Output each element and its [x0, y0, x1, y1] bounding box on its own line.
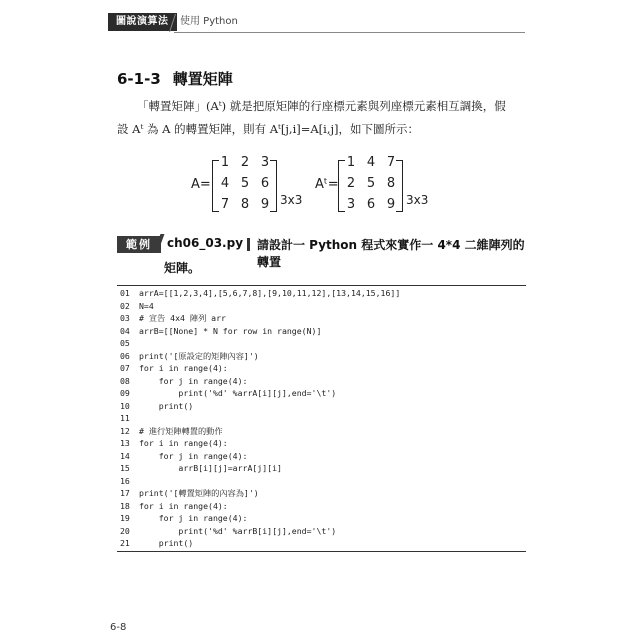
line-number: 05: [120, 338, 130, 348]
line-number: 17: [120, 488, 130, 498]
example-separator: [247, 238, 250, 251]
code-line: [120, 538, 193, 550]
line-number: 06: [120, 350, 130, 361]
matrix-at-label: Aᵗ=: [315, 177, 339, 192]
line-number: 10: [120, 400, 130, 411]
a-cell: 9: [260, 197, 270, 212]
at-cell: 2: [346, 176, 356, 191]
code-text: print('[原設定的矩陣內容]'): [139, 350, 259, 361]
code-line: [120, 401, 193, 413]
example-description-continued: 矩陣。: [164, 261, 201, 275]
matrix-a-dimension: 3x3: [280, 193, 303, 207]
line-number: 19: [120, 513, 130, 523]
at-cell: 1: [346, 155, 356, 170]
line-number: 18: [120, 500, 130, 511]
line-number: 02: [120, 300, 130, 311]
line-number: 08: [120, 375, 130, 386]
line-number: 12: [120, 425, 130, 436]
code-line: [120, 438, 228, 450]
code-text: for j in range(4):: [139, 513, 248, 523]
code-line: [120, 338, 139, 350]
line-number: 16: [120, 475, 130, 486]
code-text: for i in range(4):: [139, 438, 228, 448]
line-number: 04: [120, 325, 130, 336]
code-text: N=4: [139, 300, 154, 311]
code-text: print(): [139, 538, 194, 548]
matrix-a-label: A=: [191, 177, 211, 192]
code-line: [120, 413, 139, 425]
at-cell: 8: [386, 176, 396, 191]
code-line: [120, 501, 228, 513]
code-line: [120, 526, 336, 538]
line-number: 07: [120, 363, 130, 373]
code-line: [120, 426, 223, 438]
a-cell: 8: [240, 197, 250, 212]
line-number: 15: [120, 463, 130, 473]
book-title-tab: 圖說演算法: [108, 13, 177, 31]
at-cell: 9: [386, 197, 396, 212]
line-number: 09: [120, 388, 130, 398]
book-subtitle: 使用 Python: [180, 16, 238, 27]
a-cell: 5: [240, 176, 250, 191]
a-cell: 4: [220, 176, 230, 191]
code-text: arrA=[[1,2,3,4],[5,6,7,8],[9,10,11,12],[13,14,15,16]]: [139, 288, 401, 298]
section-number: 6-1-3: [117, 70, 161, 88]
section-heading: [117, 68, 233, 89]
code-line: [120, 388, 336, 400]
matrix-at-dimension: 3x3: [406, 193, 429, 207]
line-number: 20: [120, 525, 130, 536]
line-number: 11: [120, 413, 130, 423]
code-line: [120, 476, 139, 488]
code-line: [120, 326, 321, 338]
code-text: print('%d' %arrA[i][j],end='\t'): [139, 388, 337, 398]
at-cell: 5: [366, 176, 376, 191]
page-number: 6-8: [110, 622, 127, 633]
code-text: # 進行矩陣轉置的動作: [139, 425, 223, 436]
example-heading: [117, 234, 526, 274]
code-line: [120, 363, 228, 375]
a-cell: 3: [260, 155, 270, 170]
a-cell: 7: [220, 197, 230, 212]
at-cell: 4: [366, 155, 376, 170]
example-badge: 範例: [117, 236, 161, 253]
code-line: [120, 376, 247, 388]
a-cell: 6: [260, 176, 270, 191]
code-line: [120, 288, 400, 300]
section-title: 轉置矩陣: [172, 70, 233, 88]
code-line: [120, 488, 259, 500]
code-text: print('[轉置矩陣的內容為]'): [139, 488, 259, 498]
line-number: 03: [120, 313, 130, 323]
line-number: 21: [120, 538, 130, 548]
line-number: 01: [120, 288, 130, 298]
matrix-figure: [0, 150, 640, 220]
code-line: [120, 463, 282, 475]
code-text: arrB=[[None] * N for row in range(N)]: [139, 325, 322, 336]
a-cell: 2: [240, 155, 250, 170]
example-description: 請設計一 Python 程式來實作一 4*4 二維陣列的轉置: [257, 238, 525, 269]
line-number: 13: [120, 438, 130, 448]
paragraph-line-2: 設 Aᵗ 為 A 的轉置矩陣，則有 Aᵗ[j,i]=A[i,j]，如下圖所示：: [117, 122, 420, 136]
example-filename: ch06_03.py: [167, 236, 244, 250]
code-listing: [117, 285, 526, 552]
code-line: [120, 451, 247, 463]
code-line: [120, 313, 226, 325]
running-header: [108, 13, 525, 33]
header-rule: [174, 32, 525, 33]
at-cell: 6: [366, 197, 376, 212]
code-text: print('%d' %arrB[i][j],end='\t'): [139, 525, 337, 536]
code-text: # 宣告 4x4 陣列 arr: [139, 313, 226, 323]
code-text: for i in range(4):: [139, 363, 228, 373]
code-text: for j in range(4):: [139, 450, 248, 461]
code-line: [120, 301, 154, 313]
paragraph-line-1: 「轉置矩陣」(Aᵗ) 就是把原矩陣的行座標元素與列座標元素相互調換，假: [137, 99, 506, 113]
code-line: [120, 513, 247, 525]
code-text: for i in range(4):: [139, 500, 228, 511]
code-text: arrB[i][j]=arrA[j][i]: [139, 463, 282, 473]
line-number: 14: [120, 450, 130, 461]
code-text: print(): [139, 400, 194, 411]
at-cell: 3: [346, 197, 356, 212]
code-text: for j in range(4):: [139, 375, 248, 386]
code-line: [120, 351, 259, 363]
at-cell: 7: [386, 155, 396, 170]
a-cell: 1: [220, 155, 230, 170]
